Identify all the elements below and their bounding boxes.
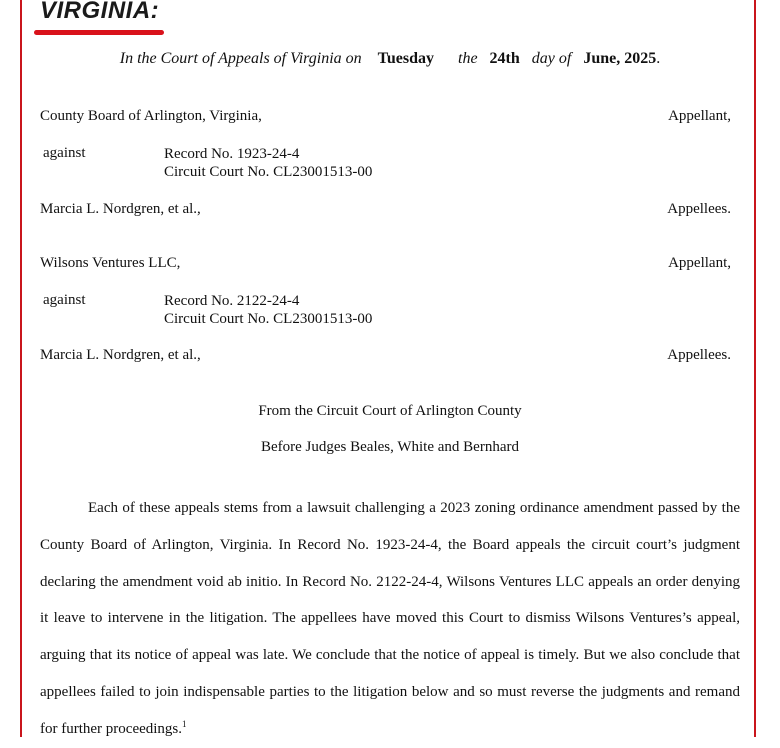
case1-circuit-no: Circuit Court No. CL23001513-00 [164,164,373,180]
case1-record-block [164,145,372,181]
court-weekday: Tuesday [377,50,434,67]
state-title: VIRGINIA: [40,0,160,24]
case1-appellee-name: Marcia L. Nordgren, et al., [40,201,201,217]
case1-appellant-row [40,108,731,125]
court-prefix: In the Court of Appeals of Virginia on [119,50,362,67]
case2-appellee-row [40,347,731,364]
footnote-marker[interactable]: 1 [182,718,187,729]
case2-circuit-no: Circuit Court No. CL23001513-00 [164,311,373,327]
case2-appellee-name: Marcia L. Nordgren, et al., [40,347,201,363]
court-the: the [458,50,478,67]
case1-appellant-role: Appellant, [668,108,731,124]
court-day-of: day of [531,50,572,67]
opinion-text: Each of these appeals stems from a lawsuit challenging a 2023 zoning ordinance amendment passed by the County Board of Arlington, Virginia. In Record No. 1923-24-4, the Board appeals the circuit court’s judgment declaring the amendment void ab initio. In Record No. 2122-24-4, Wilsons Ventures LLC appeals an order denying it leave to intervene in the litigation. The appellees have moved this Court to dismiss Wilsons Ventures’s appeal, arguing that its notice of appeal was late. We conclude that the notice of appeal is timely. But we also conclude that appellees failed to join indispensable parties to the litigation below and so must reverse the judgments and remand for further proceedings. [40,500,740,737]
case2-record-block [164,292,372,328]
case2-record-no: Record No. 2122-24-4 [164,293,300,309]
origin-judges: Before Judges Beales, White and Bernhard [261,439,519,455]
case1-appellee-role: Appellees. [667,201,731,217]
court-day: 24th [489,50,520,67]
title-underline [34,30,164,35]
case1-appellant-name: County Board of Arlington, Virginia, [40,108,262,124]
case1-against: against [43,145,86,161]
case2-appellant-name: Wilsons Ventures LLC, [40,255,181,271]
case1-record-no: Record No. 1923-24-4 [164,146,300,162]
court-date: June, 2025 [583,50,657,67]
case2-appellant-role: Appellant, [668,255,731,271]
origin-court: From the Circuit Court of Arlington County [258,403,522,419]
court-date-line [0,50,780,68]
case1-appellee-row [40,201,731,218]
case2-against: against [43,292,86,308]
opinion-paragraph [40,490,740,748]
court-period: . [656,50,661,67]
case2-appellee-role: Appellees. [667,347,731,363]
case2-appellant-row [40,255,731,272]
